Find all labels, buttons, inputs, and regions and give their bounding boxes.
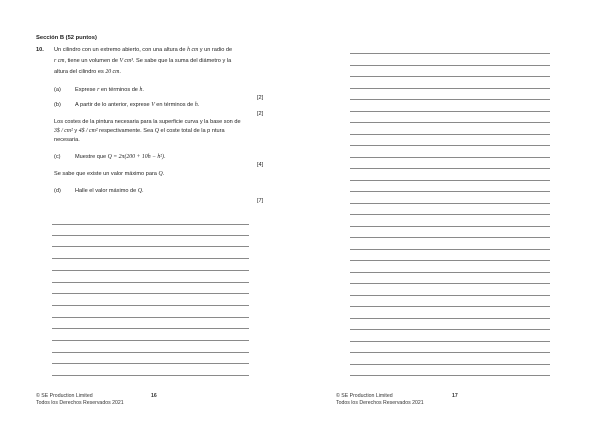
- cost-line-2: [54, 128, 225, 135]
- answer-line: [350, 180, 550, 181]
- answer-line: [350, 134, 550, 135]
- answer-line: [350, 295, 550, 296]
- answer-line: [350, 364, 550, 365]
- page-number: 17: [452, 393, 458, 399]
- cost-text: el coste total de la p ntura: [160, 128, 225, 134]
- footer-rights: Todos los Derechos Reservados 2021: [36, 400, 124, 406]
- base-cost: 4$ / cm²: [78, 128, 98, 134]
- answer-line: [52, 352, 249, 353]
- part-a-label: (a): [54, 87, 61, 93]
- answer-line: [350, 329, 550, 330]
- var-Q: Q: [154, 128, 159, 134]
- answer-line: [52, 375, 249, 376]
- cost-text: respectivamente. Sea: [99, 128, 154, 134]
- answer-line: [52, 246, 249, 247]
- height-expression: h cm: [187, 47, 199, 53]
- answer-line: [350, 168, 550, 169]
- intro-text: Un cilindro con un extremo abierto, con una altura de: [54, 47, 186, 53]
- question-intro-line-1: [54, 47, 232, 54]
- intro-text: y un radio de: [199, 47, 233, 53]
- cost-formula: Q = 2π(200 + 10h − h²): [107, 154, 164, 160]
- part-d-text-end: .: [142, 188, 144, 194]
- answer-line: [350, 272, 550, 273]
- answer-line: [350, 237, 550, 238]
- answer-line: [350, 352, 550, 353]
- right-page: [300, 0, 600, 424]
- var-h: h: [139, 87, 143, 93]
- part-a-text: [75, 87, 144, 94]
- answer-line: [350, 306, 550, 307]
- answer-line: [350, 157, 550, 158]
- answer-line: [52, 282, 249, 283]
- var-Q: Q: [137, 188, 142, 194]
- part-b-text-start: A partir de lo anterior, exprese: [75, 102, 150, 108]
- answer-line: [52, 317, 249, 318]
- part-d-label: (d): [54, 188, 61, 194]
- part-b-text: [75, 102, 199, 109]
- answer-line: [52, 235, 249, 236]
- answer-line: [350, 111, 550, 112]
- answer-line: [350, 99, 550, 100]
- answer-line: [350, 260, 550, 261]
- curved-surface-cost: 3$ / cm²: [54, 128, 73, 134]
- answer-line: [350, 145, 550, 146]
- radius-expression: r cm: [54, 58, 65, 64]
- answer-line: [350, 318, 550, 319]
- part-a-marks: [2]: [257, 95, 264, 101]
- answer-line: [350, 76, 550, 77]
- footer-copyright: © SE Production Limited: [336, 393, 393, 399]
- answer-line: [52, 293, 249, 294]
- part-d-text: [75, 188, 144, 195]
- sum-value: 20 cm: [105, 69, 120, 75]
- answer-line: [52, 258, 249, 259]
- answer-line: [350, 341, 550, 342]
- part-a-text-end: .: [142, 87, 144, 93]
- footer-rights: Todos los Derechos Reservados 2021: [336, 400, 424, 406]
- answer-line: [52, 363, 249, 364]
- part-c-marks: [4]: [257, 162, 264, 168]
- part-b-label: (b): [54, 102, 61, 108]
- answer-line: [350, 214, 550, 215]
- footer-copyright: © SE Production Limited: [36, 393, 93, 399]
- answer-line: [350, 65, 550, 66]
- maximum-note-end: .: [162, 171, 165, 177]
- question-intro-line-3: [54, 69, 121, 76]
- answer-line: [52, 224, 249, 225]
- intro-text: , tiene un volumen de: [64, 58, 118, 64]
- answer-line: [52, 305, 249, 306]
- part-d-text-start: Halle el valor máximo de: [75, 188, 137, 194]
- part-c-label: (c): [54, 154, 61, 160]
- answer-line: [350, 283, 550, 284]
- part-c-text-end: .: [163, 154, 166, 160]
- answer-line: [350, 249, 550, 250]
- intro-text: . Se sabe que la suma del diámetro y la: [132, 58, 232, 64]
- intro-text: .: [119, 69, 121, 75]
- part-a-text-start: Exprese: [75, 87, 96, 93]
- part-c-text-start: Muestre que: [75, 154, 107, 160]
- page-number: 16: [151, 393, 157, 399]
- answer-line: [350, 375, 550, 376]
- var-Q: Q: [158, 171, 163, 177]
- answer-line: [52, 340, 249, 341]
- cost-line-3: necesaria.: [54, 137, 80, 143]
- answer-line: [52, 328, 249, 329]
- var-h: h: [194, 102, 198, 108]
- section-heading: Sección B (52 puntos): [36, 35, 97, 41]
- answer-line: [350, 203, 550, 204]
- answer-line: [350, 122, 550, 123]
- part-a-text-mid: en términos de: [100, 87, 138, 93]
- part-b-marks: [2]: [257, 111, 264, 117]
- answer-line: [350, 226, 550, 227]
- part-b-text-mid: en términos de: [156, 102, 194, 108]
- answer-line: [350, 191, 550, 192]
- var-V: V: [151, 102, 155, 108]
- answer-line: [52, 270, 249, 271]
- part-c-text: [75, 154, 166, 161]
- maximum-note: [54, 171, 164, 178]
- intro-text: altura del cilindro es: [54, 69, 104, 75]
- var-r: r: [97, 87, 100, 93]
- question-number: 10.: [36, 47, 44, 53]
- answer-line: [350, 53, 550, 54]
- part-b-text-end: .: [197, 102, 200, 108]
- maximum-note-text: Se sabe que existe un valor máximo para: [54, 171, 157, 177]
- question-intro-line-2: [54, 58, 231, 65]
- volume-expression: V cm³: [119, 58, 133, 64]
- cost-line-1: Los costes de la pintura necesaria para la superficie curva y la base son de: [54, 119, 241, 125]
- answer-line: [350, 88, 550, 89]
- part-d-marks: [7]: [257, 198, 264, 204]
- cost-and: y: [74, 128, 78, 134]
